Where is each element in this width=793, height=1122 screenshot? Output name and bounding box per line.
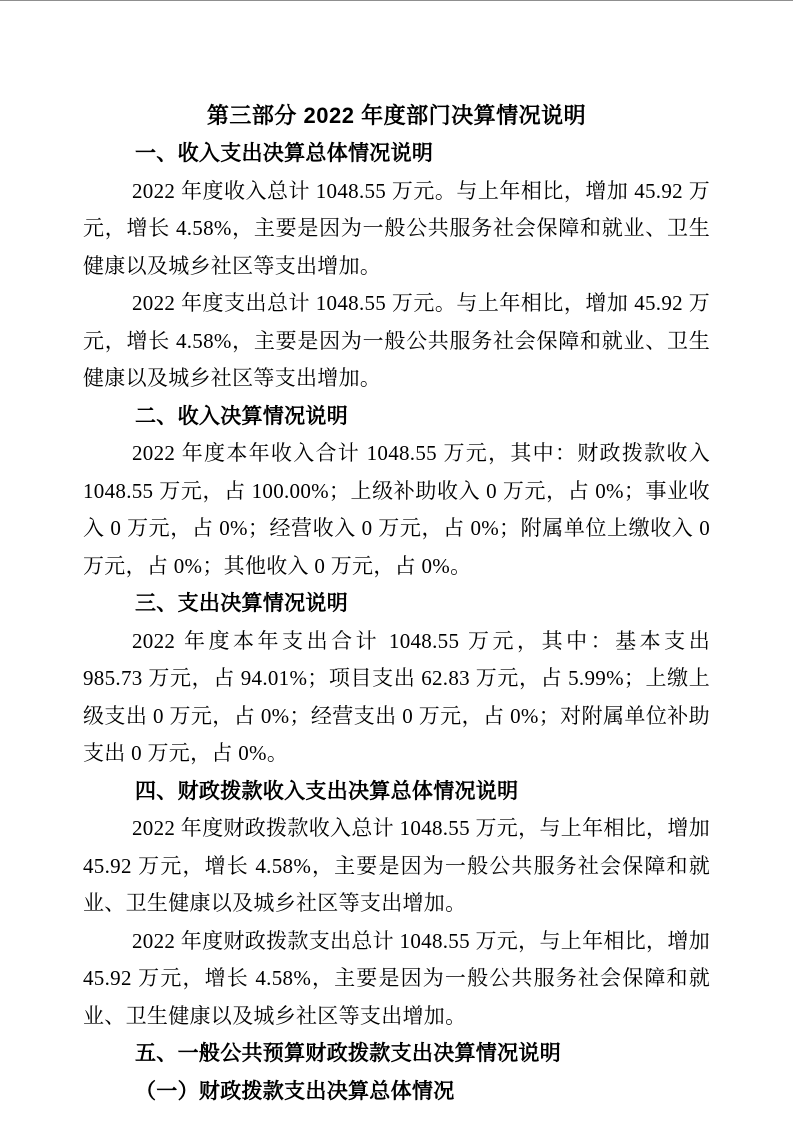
- document-content: [0, 1, 793, 1110]
- paragraph-total-income: 2022 年度收入总计 1048.55 万元。与上年相比，增加 45.92 万元，增长 4.58%，主要是因为一般公共服务社会保障和就业、卫生健康以及城乡社区等支出增加。: [83, 178, 710, 278]
- paragraph-fiscal-appropriation-expenditure: 2022 年度财政拨款支出总计 1048.55 万元，与上年相比，增加 45.92 万元，增长 4.58%，主要是因为一般公共服务社会保障和就业、卫生健康以及城乡社区等支出增加。: [83, 928, 710, 1028]
- section-heading-expenditure-final-accounts: 三、支出决算情况说明: [135, 592, 348, 615]
- subsection-heading-fiscal-appropriation-expenditure-overall: （一）财政拨款支出决算总体情况: [135, 1079, 455, 1103]
- section-heading-fiscal-appropriation-overall: 四、财政拨款收入支出决算总体情况说明: [135, 779, 519, 803]
- paragraph-expenditure-breakdown: 2022 年度本年支出合计 1048.55 万元，其中：基本支出 985.73 万元，占 94.01%；项目支出 62.83 万元，占 5.99%；上缴上级支出 0 万元，占 0%；经营支出 0 万元，占 0%；对附属单位补助支出 0 万元，占 0%。: [83, 628, 710, 765]
- paragraph-fiscal-appropriation-income: 2022 年度财政拨款收入总计 1048.55 万元，与上年相比，增加 45.92 万元，增长 4.58%，主要是因为一般公共服务社会保障和就业、卫生健康以及城乡社区等支出增加。: [83, 816, 710, 915]
- page-title: 第三部分 2022 年度部门决算情况说明: [206, 103, 587, 128]
- paragraph-income-breakdown: 2022 年度本年收入合计 1048.55 万元，其中：财政拨款收入 1048.55 万元，占 100.00%；上级补助收入 0 万元，占 0%；事业收入 0 万元，占 0%；经营收入 0 万元，占 0%；附属单位上缴收入 0 万元，占 0%；其他收入 0 万元，占 0%。: [83, 441, 710, 578]
- section-heading-income-final-accounts: 二、收入决算情况说明: [135, 404, 348, 428]
- section-heading-general-public-budget-expenditure: 五、一般公共预算财政拨款支出决算情况说明: [135, 1042, 561, 1065]
- section-heading-income-expenditure-overall: 一、收入支出决算总体情况说明: [135, 142, 434, 165]
- paragraph-total-expenditure: 2022 年度支出总计 1048.55 万元。与上年相比，增加 45.92 万元，增长 4.58%，主要是因为一般公共服务社会保障和就业、卫生健康以及城乡社区等支出增加。: [83, 291, 710, 390]
